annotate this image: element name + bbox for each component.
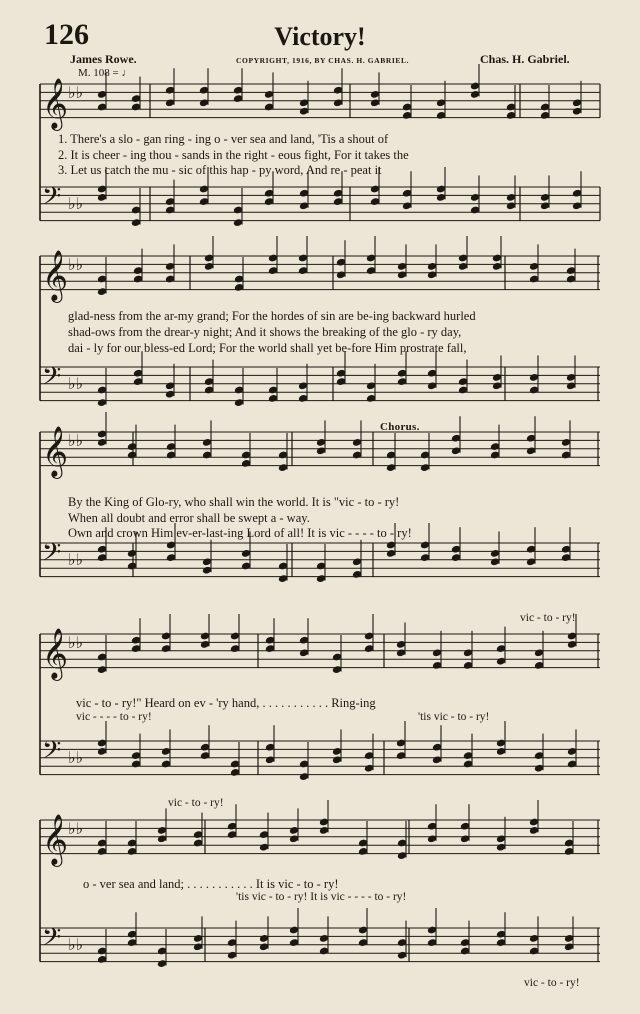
chorus-line-2: When all doubt and error shall be swept a - way. [68, 511, 310, 525]
treble-clef: 𝄞 [42, 628, 69, 679]
verse-2-line-2: shad-ows from the drear-y night; And it shows the breaking of the glo - ry day, [68, 325, 462, 339]
bass-echo-3: vic - to - ry! [524, 977, 580, 989]
chorus-line-1: By the King of Glo-ry, who shall win the world. It is "vic - to - ry! [68, 495, 400, 509]
treble-clef: 𝄞 [42, 78, 69, 129]
verse-3-line-1: 3. Let us catch the mu - sic of this hap - py word, And re - peat it [58, 163, 382, 177]
key-signature-flat: ♭♭ [68, 194, 84, 213]
alto-echo-2b: 'tis vic - to - ry! [418, 711, 490, 723]
chorus-line-4: vic - to - ry!" Heard on ev - 'ry hand, . . . . . . . . . . . Ring-ing [76, 696, 376, 710]
bass-clef: 𝄢 [42, 538, 62, 573]
bass-clef: 𝄢 [42, 736, 62, 771]
bass-echo-1: vic - to - ry! [520, 612, 576, 624]
bass-echo-2: vic - to - ry! [168, 797, 224, 809]
lyricist-credit: James Rowe. [70, 52, 137, 66]
treble-clef: 𝄞 [42, 250, 69, 301]
hymn-number: 126 [44, 18, 89, 51]
verse-1-line-1: 1. There's a slo - gan ring - ing o - ver sea and land, 'Tis a shout of [58, 132, 389, 146]
key-signature-flat: ♭♭ [68, 374, 84, 393]
key-signature-flat: ♭♭ [68, 255, 84, 274]
alto-echo-3: 'tis vic - to - ry! It is vic - - - - to - ry! [236, 891, 407, 903]
key-signature-flat: ♭♭ [68, 748, 84, 767]
key-signature-flat: ♭♭ [68, 83, 84, 102]
key-signature-flat: ♭♭ [68, 431, 84, 450]
treble-clef: 𝄞 [42, 426, 69, 477]
verse-2-line-1: 2. It is cheer - ing thou - sands in the right - eous fight, For it takes the [58, 148, 409, 162]
key-signature-flat: ♭♭ [68, 550, 84, 569]
hymn-title: Victory! [274, 22, 366, 51]
copyright-notice: COPYRIGHT, 1916, BY CHAS. H. GABRIEL. [236, 56, 410, 65]
composer-credit: Chas. H. Gabriel. [480, 52, 570, 66]
treble-clef: 𝄞 [42, 814, 69, 865]
key-signature-flat: ♭♭ [68, 633, 84, 652]
chorus-line-3: Own and crown Him ev-er-last-ing Lord of all! It is vic - - - - to - ry! [68, 526, 412, 540]
bass-clef: 𝄢 [42, 923, 62, 958]
chorus-label: Chorus. [380, 421, 420, 433]
key-signature-flat: ♭♭ [68, 935, 84, 954]
bass-clef: 𝄢 [42, 182, 62, 217]
alto-echo-2a: vic - - - - to - ry! [76, 711, 152, 723]
quarter-note-icon: ♩ [121, 67, 133, 79]
verse-3-line-2: dai - ly for our bless-ed Lord; For the world shall yet be-fore Him prostrate fall, [68, 341, 467, 355]
verse-1-line-2: glad-ness from the ar-my grand; For the hordes of sin are be-ing backward hurled [68, 309, 476, 323]
tempo-text: M. 108 = [78, 67, 119, 79]
chorus-line-5: o - ver sea and land; . . . . . . . . . . . It is vic - to - ry! [83, 877, 339, 891]
bass-clef: 𝄢 [42, 362, 62, 397]
key-signature-flat: ♭♭ [68, 819, 84, 838]
